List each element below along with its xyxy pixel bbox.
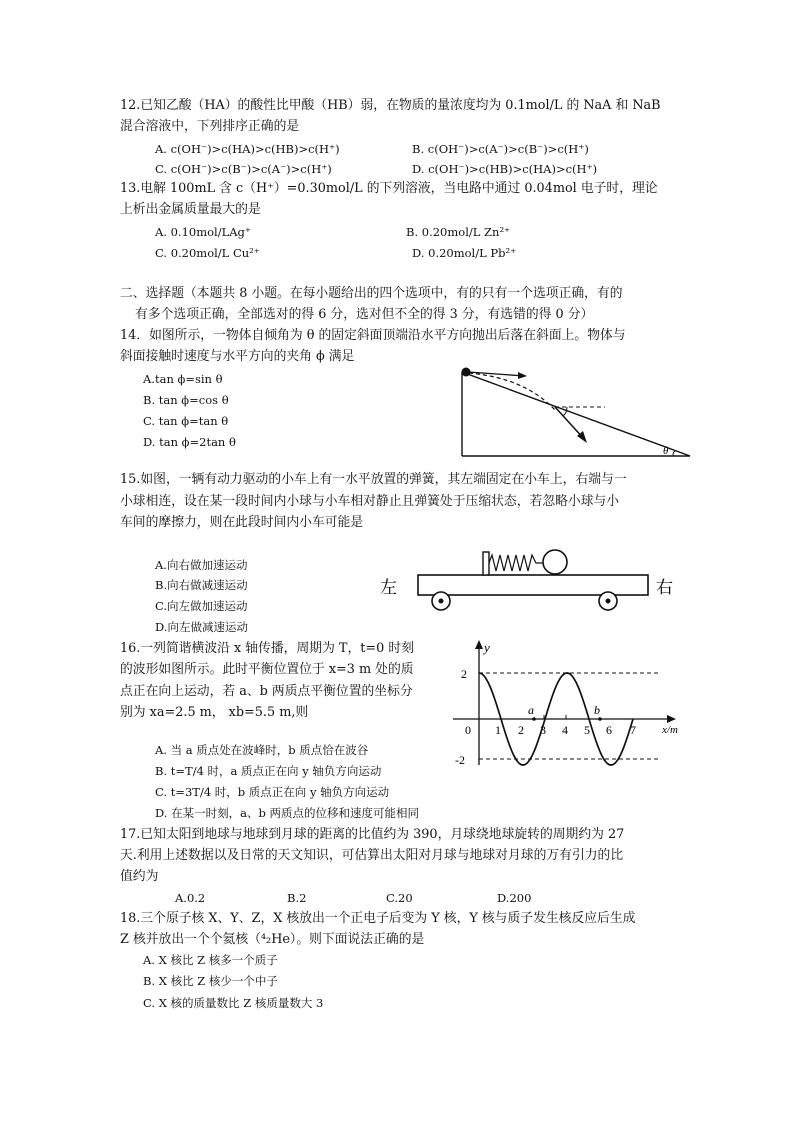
q12-line1: 12.已知乙酸（HA）的酸性比甲酸（HB）弱，在物质的量浓度均为 0.1mol/L 的 NaA 和 NaB	[120, 98, 661, 113]
q16-line4: 别为 xa=2.5 m， xb=5.5 m,则	[120, 705, 309, 720]
cart-body	[418, 575, 648, 595]
q17-line1: 17.已知太阳到地球与地球到月球的距离的比值约为 390，月球绕地球旋转的周期约为 27	[120, 827, 625, 842]
q12-option-b: B. c(OH⁻)>c(A⁻)>c(B⁻)>c(H⁺)	[412, 142, 589, 156]
q14-line1: 14．如图所示，一物体自倾角为 θ 的固定斜面顶端沿水平方向抛出后落在斜面上。物体与	[120, 328, 626, 343]
q12-line2: 混合溶液中，下列排序正确的是	[120, 119, 300, 134]
q15-option-b: B.向右做减速运动	[155, 578, 248, 592]
q12-option-c: C. c(OH⁻)>c(B⁻)>c(A⁻)>c(H⁺)	[155, 162, 332, 176]
q15-line2: 小球相连，设在某一段时间内小球与小车相对静止且弹簧处于压缩状态，若忽略小球与小	[120, 494, 620, 509]
q17-line3: 值约为	[120, 869, 159, 884]
x-tick-6: 6	[606, 723, 612, 737]
q13-option-d: D. 0.20mol/L Pb²⁺	[412, 246, 517, 260]
theta-label: θ	[663, 445, 669, 457]
q14-option-a: A.tan ϕ=sin θ	[143, 372, 223, 386]
spring-mount	[483, 552, 489, 575]
point-b	[598, 717, 602, 721]
q18-option-c: C. X 核的质量数比 Z 核质量数大 3	[143, 996, 324, 1010]
q17-line2: 天.利用上述数据以及日常的天文知识，可估算出太阳对月球与地球对月球的万有引力的比	[120, 848, 624, 863]
q18-option-b: B. X 核比 Z 核少一个中子	[143, 974, 278, 988]
trajectory-dashed	[469, 373, 555, 410]
q12-option-d: D. c(OH⁻)>c(HB)>c(HA)>c(H⁺)	[412, 162, 598, 176]
q16-option-c: C. t=3T/4 时，b 质点正在向 y 轴负方向运动	[155, 785, 390, 799]
q17-option-b: B.2	[287, 891, 307, 905]
q17-option-a: A.0.2	[175, 891, 206, 905]
q15-line1: 15.如图，一辆有动力驱动的小车上有一水平放置的弹簧，其左端固定在小车上，右端与一	[120, 472, 627, 487]
x-tick-0: 0	[465, 723, 471, 737]
point-a-label: a	[528, 703, 534, 717]
q16-line3: 点正在向上运动，若 a、b 两质点平衡位置的坐标分	[120, 684, 413, 699]
q16-option-d: D. 在某一时刻，a、b 两质点的位移和速度可能相同	[155, 806, 419, 820]
x-tick-1: 1	[495, 723, 501, 737]
right-label: 右	[656, 578, 673, 597]
y-axis-label: y	[484, 640, 490, 655]
q14-option-c: C. tan ϕ=tan θ	[143, 414, 229, 428]
q13-line2: 上析出金属质量最大的是	[120, 202, 261, 217]
q12-option-a: A. c(OH⁻)>c(HA)>c(HB)>c(H⁺)	[155, 142, 340, 156]
initial-velocity-arrowhead	[518, 372, 527, 379]
q15-option-a: A.向右做加速运动	[155, 558, 248, 572]
q18-line2: Z 核并放出一个个氦核（⁴₂He）。则下面说法正确的是	[120, 932, 425, 947]
q16-line1: 16.一列简谐横波沿 x 轴传播，周期为 T，t=0 时刻	[120, 641, 414, 656]
q14-option-b: B. tan ϕ=cos θ	[143, 393, 229, 407]
x-tick-7: 7	[630, 723, 636, 737]
point-a	[532, 717, 536, 721]
q15-option-c: C.向左做加速运动	[155, 599, 248, 613]
point-b-label: b	[594, 703, 600, 717]
y-tick-2: 2	[461, 667, 467, 681]
x-tick-5: 5	[584, 723, 590, 737]
q17-option-d: D.200	[497, 891, 532, 905]
q15-line3: 车间的摩擦力，则在此段时间内小车可能是	[120, 515, 364, 530]
q13-option-c: C. 0.20mol/L Cu²⁺	[155, 246, 260, 260]
q13-option-b: B. 0.20mol/L Zn²⁺	[406, 225, 511, 239]
x-axis-arrowhead	[667, 715, 676, 723]
left-wheel-hub	[439, 599, 444, 604]
q16-option-a: A. 当 a 质点处在波峰时，b 质点恰在波谷	[155, 743, 369, 757]
x-tick-labels	[465, 723, 636, 737]
ball	[543, 550, 567, 574]
x-tick-2: 2	[518, 723, 524, 737]
x-tick-4: 4	[562, 723, 568, 737]
q15-cart-figure	[378, 545, 688, 615]
spring	[489, 555, 544, 571]
q17-option-c: C.20	[386, 891, 413, 905]
section2-line1: 二、选择题（本题共 8 小题。在每小题给出的四个选项中，有的只有一个选项正确，有的	[120, 286, 623, 301]
q14-incline-figure	[455, 360, 695, 460]
x-tick-3: 3	[540, 723, 546, 737]
y-tick-minus-2: -2	[455, 753, 465, 767]
section2-line2: 有多个选项正确，全部选对的得 6 分，选对但不全的得 3 分，有选错的得 0 分）	[135, 307, 594, 322]
incline-slope	[462, 372, 690, 456]
q18-option-a: A. X 核比 Z 核多一个质子	[143, 953, 278, 967]
q16-wave-figure	[448, 635, 688, 770]
y-axis-arrowhead	[475, 640, 483, 649]
q14-option-d: D. tan ϕ=2tan θ	[143, 435, 236, 449]
q13-line1: 13.电解 100mL 含 c（H⁺）=0.30mol/L 的下列溶液，当电路中通过 0.04mol 电子时，理论	[120, 181, 658, 196]
left-label: 左	[380, 578, 397, 597]
q18-line1: 18.三个原子核 X、Y、Z，X 核放出一个正电子后变为 Y 核，Y 核与质子发生核反应后生成	[120, 911, 636, 926]
q15-option-d: D.向左做减速运动	[155, 620, 248, 634]
q16-line2: 的波形如图所示。此时平衡位置位于 x=3 m 处的质	[120, 662, 414, 677]
q13-option-a: A. 0.10mol/LAg⁺	[155, 225, 251, 239]
phi-angle-arc	[563, 407, 567, 416]
q14-line2: 斜面接触时速度与水平方向的夹角 ϕ 满足	[120, 349, 355, 364]
right-wheel-hub	[606, 599, 611, 604]
q16-option-b: B. t=T/4 时，a 质点正在向 y 轴负方向运动	[155, 764, 382, 778]
x-axis-label: x/m	[662, 724, 678, 736]
